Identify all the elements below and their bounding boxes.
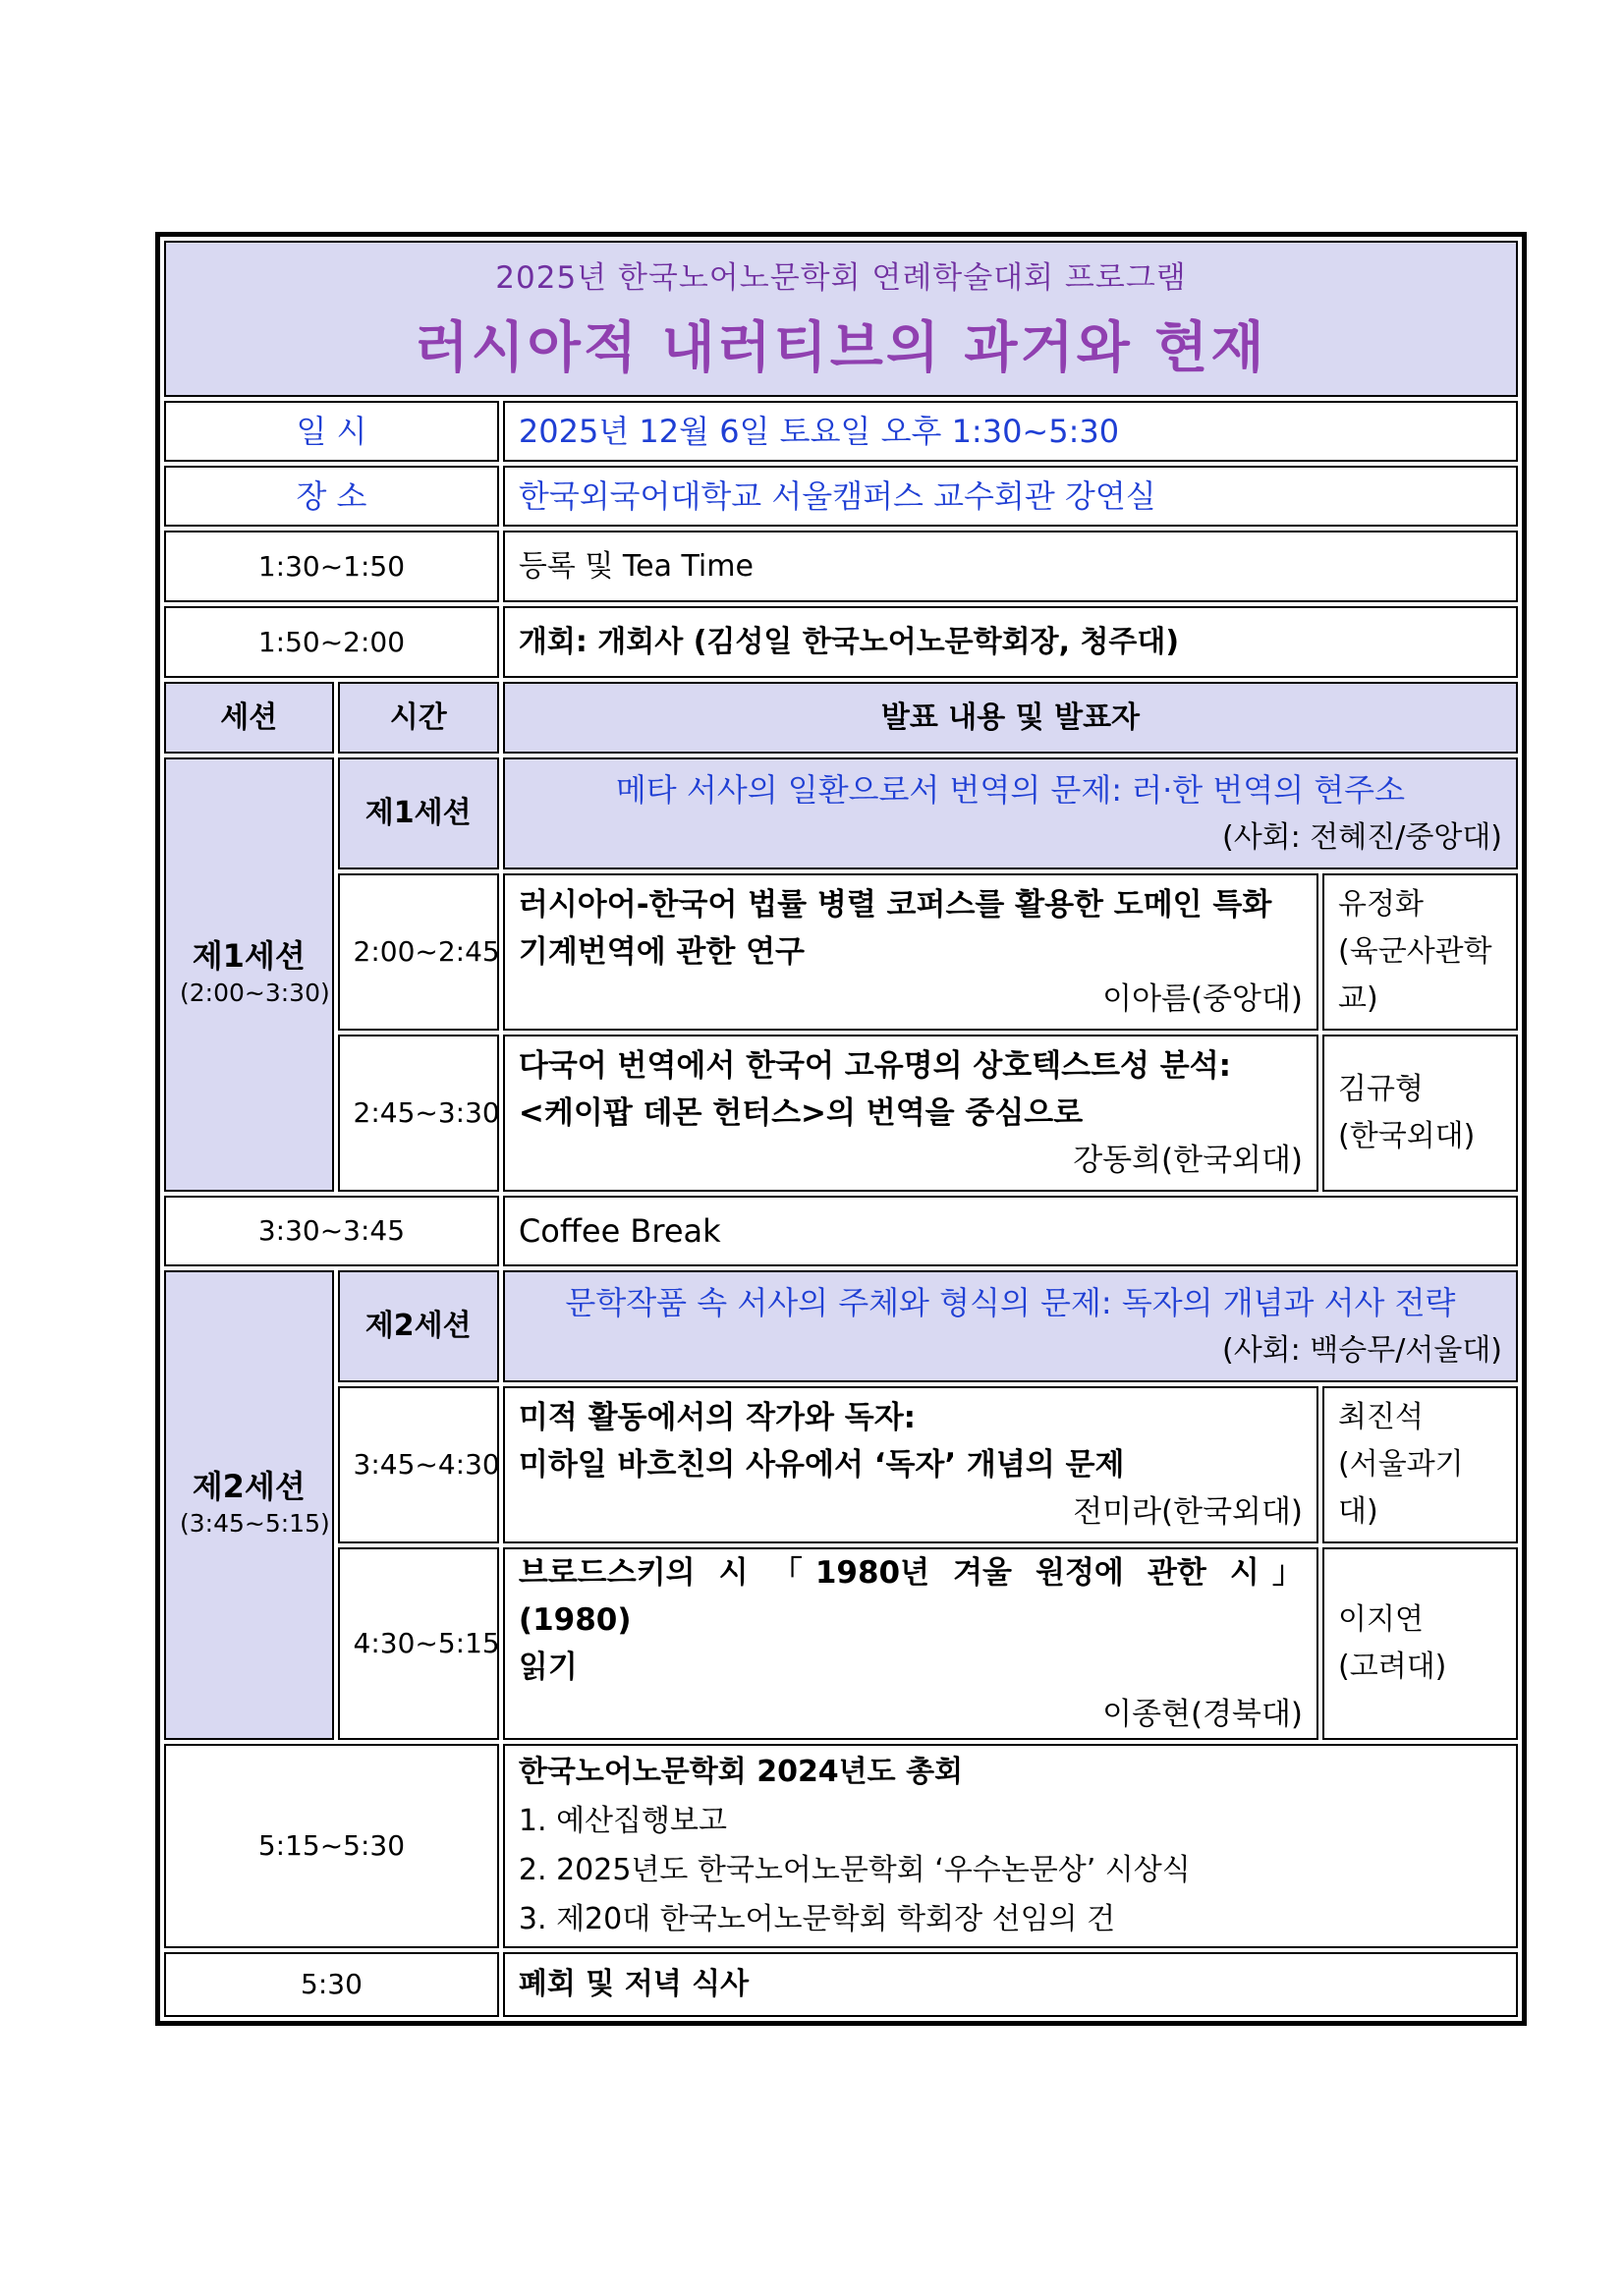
session2-moderator: (사회: 백승무/서울대) [1222, 1333, 1502, 1368]
general-meeting-agenda [503, 1744, 1518, 1948]
col-header-time: 시간 [338, 682, 499, 754]
date-value: 2025년 12월 6일 토요일 오후 1:30~5:30 [503, 401, 1518, 462]
paper-title-line1: 러시아어-한국어 법률 병렬 코퍼스를 활용한 도메인 특화 [518, 887, 1272, 923]
session2-range: (3:45~5:15) [180, 1509, 330, 1538]
session1-moderator: (사회: 전혜진/중앙대) [1222, 820, 1502, 855]
session1-topic-cell [503, 757, 1518, 869]
session2-name: 제2세션 [192, 1468, 306, 1505]
paper-title-line1: 다국어 번역에서 한국어 고유명의 상호텍스트성 분석: [518, 1048, 1232, 1084]
session1-topic: 메타 서사의 일환으로서 번역의 문제: 러·한 번역의 현주소 [615, 771, 1406, 809]
registration-text: 등록 및 Tea Time [503, 531, 1518, 602]
col-header-content: 발표 내용 및 발표자 [503, 682, 1518, 754]
place-label: 장 소 [164, 466, 499, 527]
session2-paper2-time: 4:30~5:15 [338, 1547, 499, 1740]
session1-paper1-row [164, 873, 1518, 1031]
break-time: 3:30~3:45 [164, 1196, 499, 1266]
session2-name-cell [164, 1270, 334, 1740]
program-table [160, 237, 1522, 2021]
session1-paper2-discussant [1322, 1035, 1518, 1192]
program-frame [155, 232, 1527, 2026]
paper-author: 전미라(한국외대) [1073, 1494, 1304, 1530]
place-value: 한국외국어대학교 서울캠퍼스 교수회관 강연실 [503, 466, 1518, 527]
date-row [164, 401, 1518, 462]
session2-paper1-discussant [1322, 1386, 1518, 1543]
paper-title-line2: 읽기 [518, 1650, 578, 1685]
paper-author: 이종현(경북대) [1102, 1697, 1304, 1732]
session1-name-cell [164, 757, 334, 1192]
opening-time: 1:50~2:00 [164, 606, 499, 678]
paper-author: 강동희(한국외대) [1073, 1143, 1304, 1178]
discussant-affiliation: (서울과기대) [1338, 1447, 1464, 1529]
session1-range: (2:00~3:30) [180, 979, 330, 1007]
header-cell [164, 241, 1518, 397]
paper-title-line1: 브로드스키의 시 「1980년 겨울 원정에 관한 시」(1980) [518, 1555, 1304, 1638]
discussant-name: 최진석 [1338, 1400, 1424, 1434]
session1-paper2-time: 2:45~3:30 [338, 1035, 499, 1192]
session1-topic-row [164, 757, 1518, 869]
program-title: 러시아적 내러티브의 과거와 현재 [415, 316, 1267, 380]
session2-topic-cell [503, 1270, 1518, 1382]
paper-title-line2: 기계번역에 관한 연구 [518, 934, 806, 970]
session2-label: 제2세션 [338, 1270, 499, 1382]
discussant-name: 김규형 [1338, 1072, 1424, 1106]
session1-paper1-discussant [1322, 873, 1518, 1031]
place-row [164, 466, 1518, 527]
column-header-row [164, 682, 1518, 754]
session2-paper1-time: 3:45~4:30 [338, 1386, 499, 1543]
discussant-affiliation: (고려대) [1338, 1650, 1447, 1684]
closing-time: 5:30 [164, 1952, 499, 2017]
general-meeting-title: 한국노어노문학회 2024년도 총회 [518, 1755, 964, 1789]
session2-paper2 [503, 1547, 1318, 1740]
closing-text: 폐회 및 저녁 식사 [503, 1952, 1518, 2017]
discussant-name: 유정화 [1338, 887, 1424, 922]
session1-name: 제1세션 [192, 937, 306, 975]
program-subtitle: 2025년 한국노어노문학회 연례학술대회 프로그램 [495, 260, 1187, 296]
closing-row [164, 1952, 1518, 2017]
session1-paper1 [503, 873, 1318, 1031]
session1-label: 제1세션 [338, 757, 499, 869]
session1-paper2 [503, 1035, 1318, 1192]
paper-title-line2: 미하일 바흐친의 사유에서 ‘독자’ 개념의 문제 [518, 1447, 1125, 1483]
session1-paper1-time: 2:00~2:45 [338, 873, 499, 1031]
session2-paper2-discussant [1322, 1547, 1518, 1740]
agenda-item: 1. 예산집행보고 [518, 1804, 727, 1838]
opening-row [164, 606, 1518, 678]
session2-paper2-row [164, 1547, 1518, 1740]
general-meeting-row [164, 1744, 1518, 1948]
paper-author: 이아름(중앙대) [1102, 981, 1304, 1017]
session2-paper1-row [164, 1386, 1518, 1543]
header-row [164, 241, 1518, 397]
discussant-affiliation: (한국외대) [1338, 1119, 1476, 1153]
paper-title-line1: 미적 활동에서의 작가와 독자: [518, 1400, 917, 1435]
session2-topic: 문학작품 속 서사의 주체와 형식의 문제: 독자의 개념과 서사 전략 [565, 1284, 1456, 1321]
agenda-item: 3. 제20대 한국노어노문학회 학회장 선임의 건 [518, 1902, 1116, 1936]
agenda-item: 2. 2025년도 한국노어노문학회 ‘우수논문상’ 시상식 [518, 1853, 1191, 1887]
general-meeting-time: 5:15~5:30 [164, 1744, 499, 1948]
break-text: Coffee Break [503, 1196, 1518, 1266]
session2-paper1 [503, 1386, 1318, 1543]
discussant-name: 이지연 [1338, 1602, 1424, 1637]
discussant-affiliation: (육군사관학교) [1338, 934, 1492, 1016]
col-header-session: 세션 [164, 682, 334, 754]
paper-title-line2: <케이팝 데몬 헌터스>의 번역을 중심으로 [518, 1095, 1084, 1131]
break-row [164, 1196, 1518, 1266]
session1-paper2-row [164, 1035, 1518, 1192]
opening-text: 개회: 개회사 (김성일 한국노어노문학회장, 청주대) [503, 606, 1518, 678]
registration-time: 1:30~1:50 [164, 531, 499, 602]
registration-row [164, 531, 1518, 602]
date-label: 일 시 [164, 401, 499, 462]
session2-topic-row [164, 1270, 1518, 1382]
